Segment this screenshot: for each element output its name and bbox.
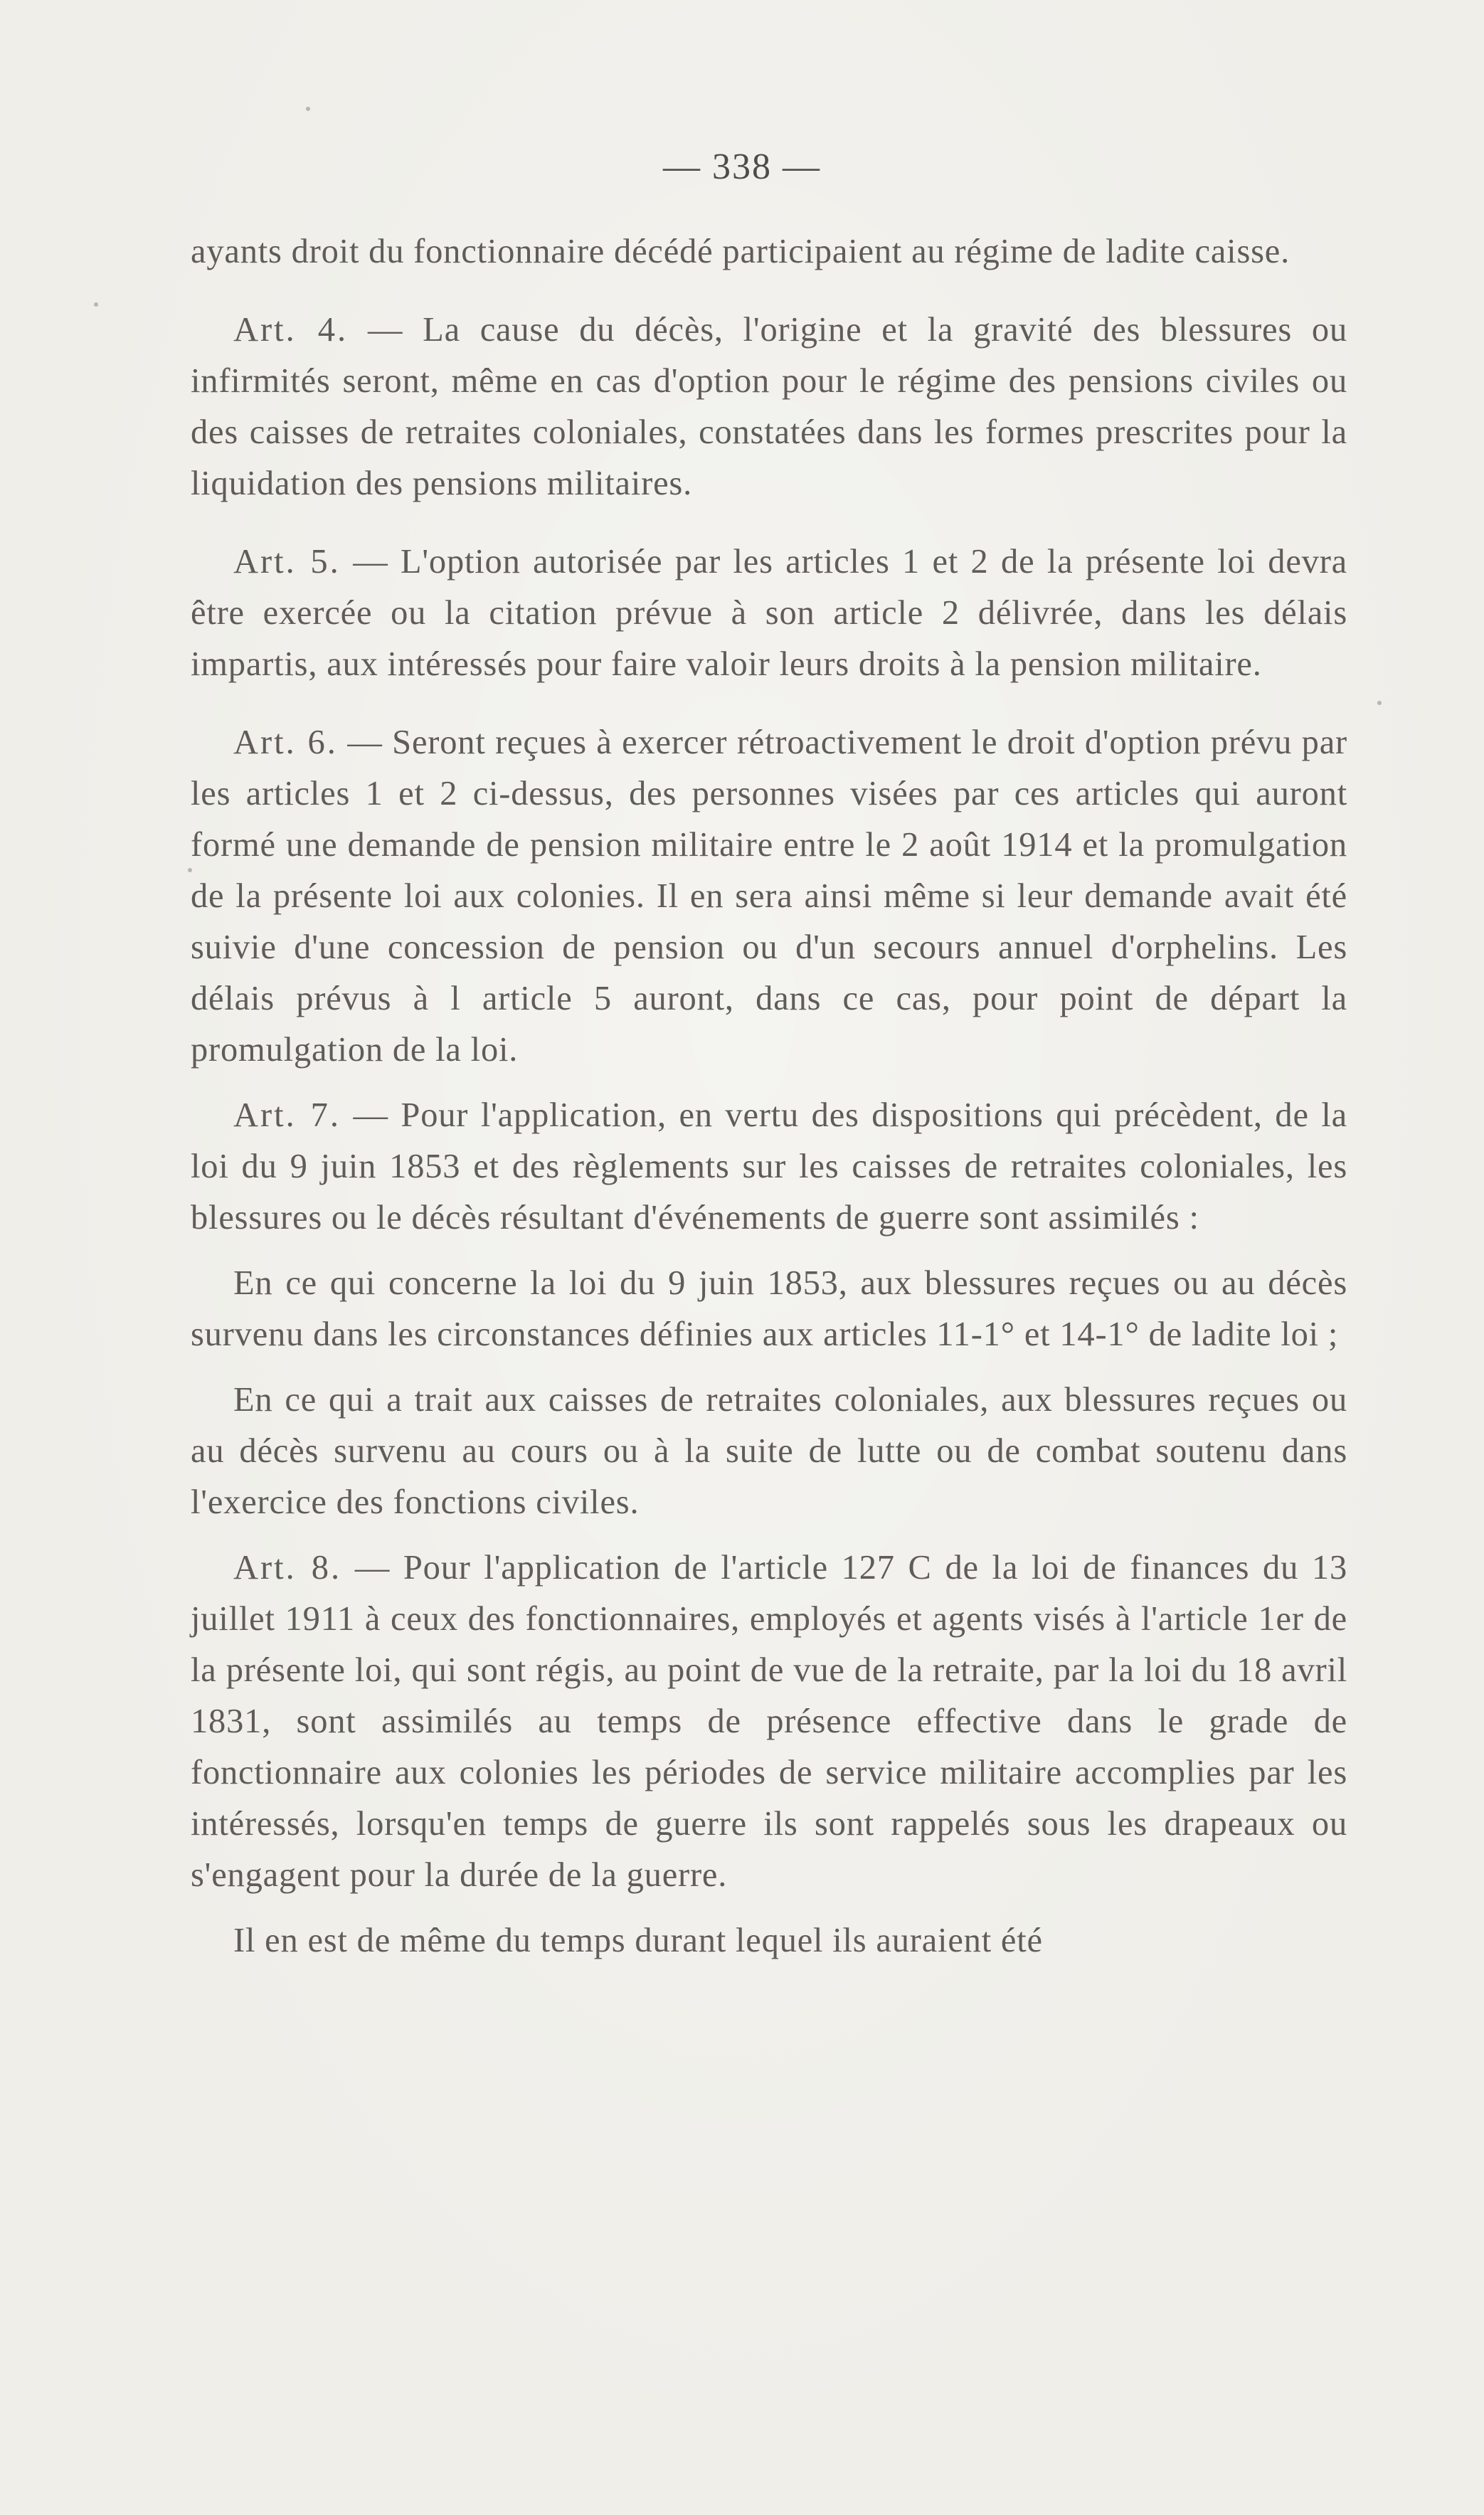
- article-5: [191, 536, 1347, 690]
- article-8: [191, 1542, 1347, 1901]
- article-label: Art. 6.: [233, 724, 338, 761]
- paragraph-final: [191, 1915, 1347, 1966]
- article-text: — Seront reçues à exercer rétroactivement le droit d'option prévu par les articles 1 et 2 ci-dessus, des personnes visées par ces articles qui auront formé une demande de pension militaire entre le 2 août 1914 et la promulgation de la présente loi aux colonies. Il en sera ainsi même si leur demande avait été suivie d'une concession de pension ou d'un secours annuel d'orphelins. Les délais prévus à l article 5 auront, dans ce cas, pour point de départ la promulgation de la loi.: [191, 724, 1347, 1069]
- article-6: [191, 717, 1347, 1076]
- paragraph-text: ayants droit du fonctionnaire décédé participaient au régime de ladite caisse.: [191, 233, 1290, 270]
- article-text: — Pour l'application de l'article 127 C de la loi de finances du 13 juillet 1911 à ceux des fonctionnaires, employés et agents visés à l'article 1er de la présente loi, qui sont régis, au point de vue de la retraite, par la loi du 18 avril 1831, sont assimilés au temps de présence effective dans le grade de fonctionnaire aux colonies les périodes de service militaire accomplies par les intéressés, lorsqu'en temps de guerre ils sont rappelés sous les drapeaux ou s'engagent pour la durée de la guerre.: [191, 1549, 1347, 1894]
- article-text: — L'option autorisée par les articles 1 et 2 de la présente loi devra être exercée ou la citation prévue à son article 2 délivrée, dans les délais impartis, aux intéressés pour faire valoir leurs droits à la pension militaire.: [191, 543, 1347, 683]
- article-7: [191, 1090, 1347, 1244]
- scan-speck: [94, 302, 98, 307]
- article-label: Art. 4.: [233, 311, 349, 349]
- body-text: [191, 226, 1347, 1966]
- paragraph-text: En ce qui a trait aux caisses de retraites coloniales, aux blessures reçues ou au décès survenu au cours ou à la suite de lutte ou de combat soutenu dans l'exercice des fonctions civiles.: [191, 1381, 1347, 1521]
- article-7-clause-2: [191, 1375, 1347, 1528]
- scan-speck: [306, 107, 310, 111]
- paragraph-continuation: [191, 226, 1347, 277]
- paragraph-text: Il en est de même du temps durant lequel ils auraient été: [233, 1922, 1043, 1959]
- article-label: Art. 8.: [233, 1549, 342, 1587]
- paragraph-text: En ce qui concerne la loi du 9 juin 1853, aux blessures reçues ou au décès survenu dans les circonstances définies aux articles 11-1° et 14-1° de ladite loi ;: [191, 1264, 1347, 1353]
- article-7-clause-1: [191, 1258, 1347, 1360]
- article-label: Art. 5.: [233, 543, 341, 581]
- page-number: — 338 —: [663, 147, 821, 187]
- article-text: — La cause du décès, l'origine et la gravité des blessures ou infirmités seront, même en cas d'option pour le régime des pensions civiles ou des caisses de retraites coloniales, constatées dans les formes prescrites pour la liquidation des pensions militaires.: [191, 311, 1347, 502]
- scan-speck: [1377, 701, 1382, 705]
- article-label: Art. 7.: [233, 1096, 341, 1134]
- article-text: — Pour l'application, en vertu des dispositions qui précèdent, de la loi du 9 juin 1853 et des règlements sur les caisses de retraites coloniales, les blessures ou le décès résultant d'événements de guerre sont assimilés :: [191, 1096, 1348, 1237]
- article-4: [191, 305, 1347, 509]
